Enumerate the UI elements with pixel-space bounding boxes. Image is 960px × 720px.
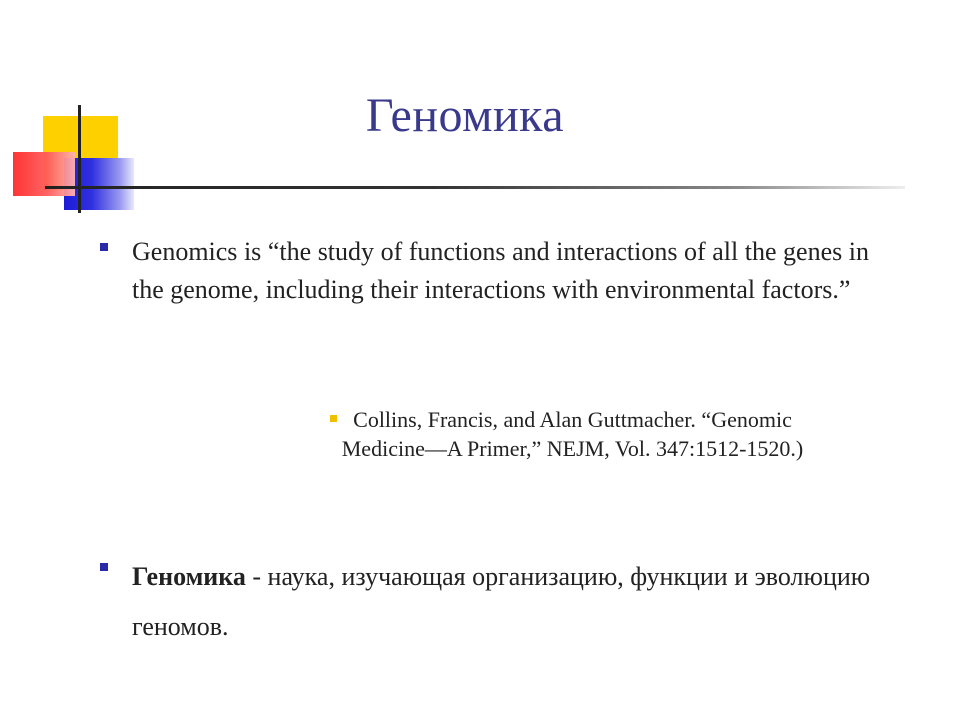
definition-term: Геномика — [132, 562, 246, 591]
genomics-definition-text: Genomics is “the study of functions and interactions of all the genes in the genome, including their interactions with environmental factors.” — [132, 237, 869, 304]
logo-vertical-line — [78, 105, 81, 213]
definition-rest: - наука, изучающая организацию, функции и эволюцию геномов. — [132, 562, 871, 641]
russian-definition-text — [132, 552, 892, 652]
citation-text: Collins, Francis, and Alan Guttmacher. “Genomic Medicine—A Primer,” NEJM, Vol. 347:1512-1520.) — [341, 407, 804, 461]
logo-red-square-icon — [13, 152, 75, 196]
square-bullet-icon — [100, 243, 108, 251]
title-underline-divider — [45, 186, 905, 189]
square-bullet-icon — [100, 563, 108, 571]
slide-title: Геномика — [365, 89, 565, 142]
